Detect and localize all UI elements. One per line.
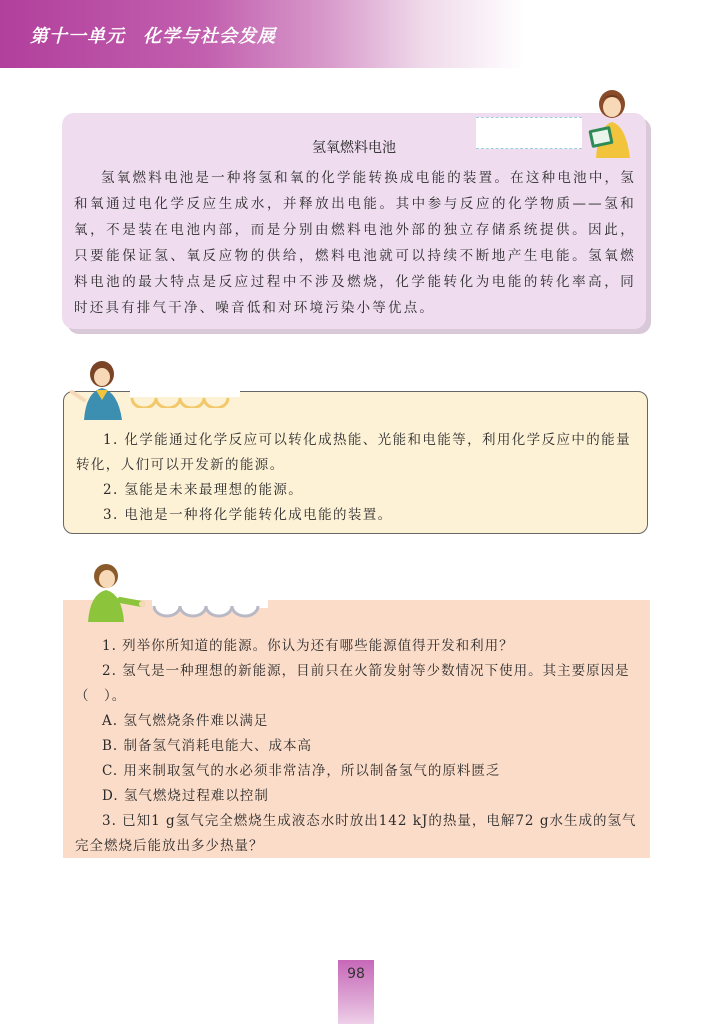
girl-teacher-illustration: [70, 358, 130, 420]
question-3: 3. 已知1 g氢气完全燃烧生成液态水时放出142 kJ的热量，电解72 g水生成的氢气完全燃烧后能放出多少热量？: [75, 813, 637, 854]
question-1: 1. 列举你所知道的能源。你认为还有哪些能源值得开发和利用？: [102, 638, 514, 654]
question-2: 2. 氢气是一种理想的新能源，目前只在火箭发射等少数情况下使用。其主要原因是（ ）。: [75, 663, 630, 704]
summary-item: 1. 化学能通过化学反应可以转化成热能、光能和电能等，利用化学反应中的能量转化，人们可以开发新的能源。: [76, 432, 631, 473]
option-c: C. 用来制取氢气的水必须非常洁净，所以制备氢气的原料匮乏: [102, 763, 501, 779]
unit-label: 第十一单元: [30, 26, 125, 47]
reading-tab-strip: [476, 117, 582, 149]
scallop-decoration: [152, 598, 268, 618]
summary-box: [63, 391, 648, 534]
unit-header-title: [30, 22, 276, 48]
scallop-decoration: [130, 386, 240, 408]
summary-body: [76, 428, 637, 528]
option-d: D. 氢气燃烧过程难以控制: [102, 788, 269, 804]
girl-reading-illustration: [584, 88, 640, 160]
exercise-box: [63, 600, 650, 858]
reading-title: 氢氧燃料电池: [312, 140, 396, 156]
option-b: B. 制备氢气消耗电能大、成本高: [102, 738, 313, 754]
boy-pointing-illustration: [80, 560, 146, 622]
page-number: 98: [347, 966, 365, 982]
exercise-body: [75, 634, 640, 859]
subject-label: 化学与社会发展: [143, 26, 276, 47]
reading-body: 氢氧燃料电池是一种将氢和氧的化学能转换成电能的装置。在这种电池中，氢和氧通过电化学反应生成水，并释放出电能。其中参与反应的化学物质——氢和氧，不是装在电池内部，而是分别由燃料电池外部的独立存储系统提供。因此，只要能保证氢、氧反应物的供给，燃料电池就可以持续不断地产生电能。氢氧燃料电池的最大特点是反应过程中不涉及燃烧，化学能转化为电能的转化率高，同时还具有排气干净、噪音低和对环境污染小等优点。: [74, 170, 636, 316]
unit-header-band: [0, 0, 728, 68]
summary-item: 3. 电池是一种将化学能转化成电能的装置。: [103, 507, 393, 523]
option-a: A. 氢气燃烧条件难以满足: [102, 713, 269, 729]
summary-item: 2. 氢能是未来最理想的能源。: [103, 482, 304, 498]
